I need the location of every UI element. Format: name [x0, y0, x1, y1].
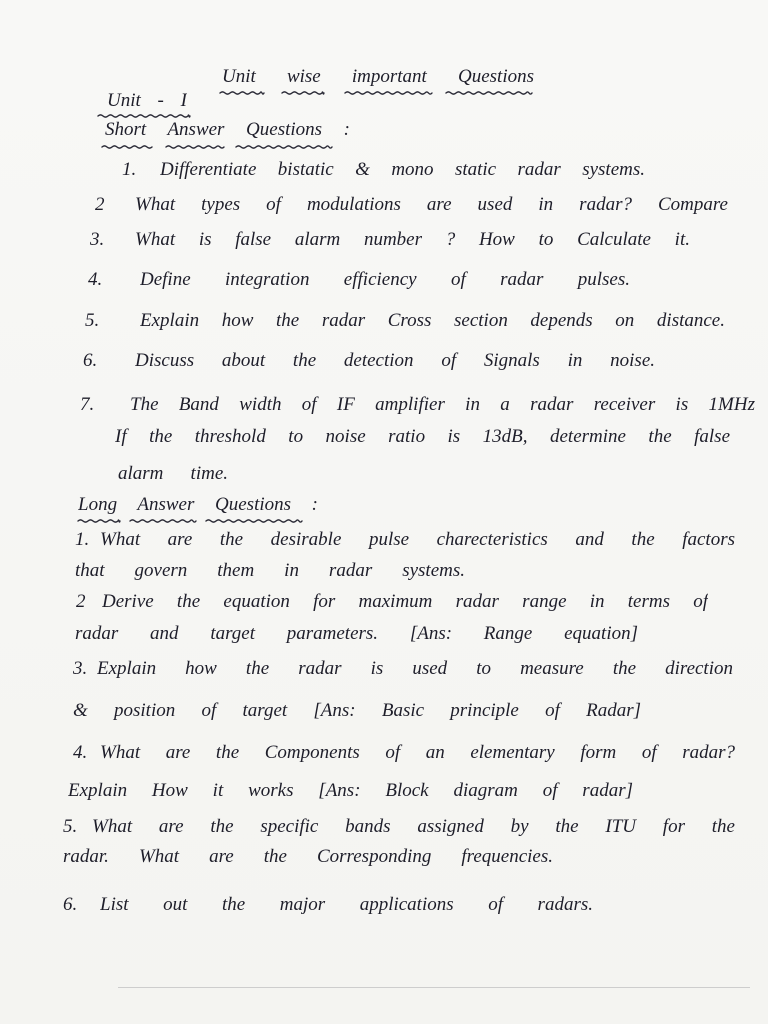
- unit-label: Unit - I: [107, 90, 187, 111]
- long-heading-underline-long: [78, 520, 120, 522]
- page-bottom-rule: [118, 987, 750, 988]
- question-text: What types of modulations are used in radar? Compare: [135, 194, 728, 215]
- question-number: 2: [95, 194, 105, 215]
- question-text: What are the Components of an elementary form of radar?: [100, 742, 735, 763]
- question-number: 1.: [122, 159, 137, 180]
- question-text: Derive the equation for maximum radar range in terms of: [102, 591, 708, 612]
- question-number: 4.: [88, 269, 103, 290]
- title-underline-important: [345, 92, 432, 94]
- short-heading-underline-answer: [166, 146, 224, 148]
- question-text: alarm time.: [118, 463, 228, 484]
- question-number: 3.: [73, 658, 88, 679]
- question-number: 2: [76, 591, 86, 612]
- question-text: What are the desirable pulse charecteristics and the factors: [100, 529, 735, 550]
- page-title: Unit wise important Questions: [222, 66, 534, 87]
- question-text: radar. What are the Corresponding frequencies.: [63, 846, 553, 867]
- question-number: 3.: [90, 229, 105, 250]
- question-text: Define integration efficiency of radar pulses.: [140, 269, 630, 290]
- short-answer-heading: Short Answer Questions :: [105, 119, 350, 140]
- long-heading-underline-questions: [206, 520, 302, 522]
- question-text: & position of target [Ans: Basic principle of Radar]: [73, 700, 641, 721]
- title-underline-unit: [220, 92, 264, 94]
- question-text: radar and target parameters. [Ans: Range equation]: [75, 623, 638, 644]
- question-number: 6.: [63, 894, 78, 915]
- short-heading-underline-short: [102, 146, 152, 148]
- question-text: What is false alarm number ? How to Calculate it.: [135, 229, 690, 250]
- long-answer-heading: Long Answer Questions :: [78, 494, 318, 515]
- question-text: The Band width of IF amplifier in a radar receiver is 1MHz: [130, 394, 755, 415]
- title-underline-wise: [282, 92, 324, 94]
- title-underline-questions: [446, 92, 532, 94]
- question-text: that govern them in radar systems.: [75, 560, 465, 581]
- question-text: List out the major applications of radars.: [100, 894, 593, 915]
- question-text: Discuss about the detection of Signals in noise.: [135, 350, 655, 371]
- short-heading-underline-questions: [236, 146, 332, 148]
- question-text: Explain how the radar Cross section depends on distance.: [140, 310, 725, 331]
- unit-underline: [98, 115, 190, 117]
- question-number: 5.: [85, 310, 100, 331]
- question-number: 4.: [73, 742, 88, 763]
- question-number: 1.: [75, 529, 90, 550]
- question-text: Explain How it works [Ans: Block diagram of radar]: [68, 780, 633, 801]
- question-number: 5.: [63, 816, 78, 837]
- question-number: 7.: [80, 394, 95, 415]
- question-text: Differentiate bistatic & mono static radar systems.: [160, 159, 645, 180]
- long-heading-underline-answer: [130, 520, 196, 522]
- question-number: 6.: [83, 350, 98, 371]
- question-text: Explain how the radar is used to measure the direction: [97, 658, 733, 679]
- question-text: What are the specific bands assigned by the ITU for the: [92, 816, 735, 837]
- question-text: If the threshold to noise ratio is 13dB, determine the false: [115, 426, 730, 447]
